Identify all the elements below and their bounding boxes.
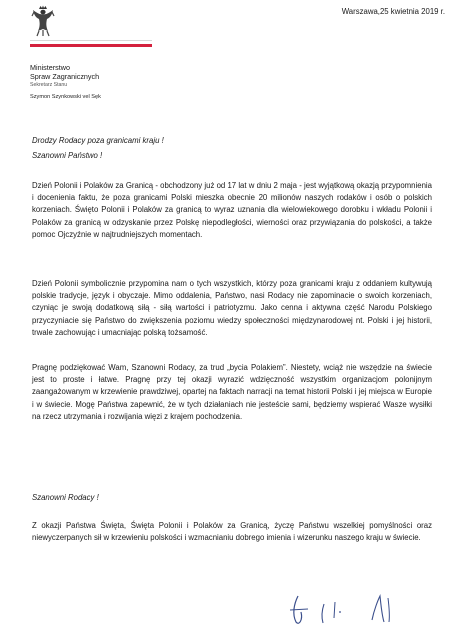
paragraph-4: Z okazji Państwa Święta, Święta Polonii i Polaków za Granicą, życzę Państwu wszelkiej pomyślności oraz niewyczerpanych sił w krzewieniu polskości i wzmacnianiu dobrego imienia i wizerunku naszego kraju w świecie. — [32, 521, 432, 543]
handwritten-signature — [288, 590, 408, 630]
place-date: Warszawa,25 kwietnia 2019 r. — [341, 7, 445, 16]
paragraph-2: Dzień Polonii symbolicznie przypomina nam o tych wszystkich, którzy poza granicami kraju z oddaniem kultywują polskie tradycje, język i obyczaje. Mimo oddalenia, Państwo, nasi Rodacy nie zapominacie o swoich korzeniach, czyniąc je swoją dodatkową siłą - siłą wartości i patriotyzmu. Jako cenna i aktywna część Narodu Polskiego przyczyniacie się Państwo do zwiększenia poziomu wiedzy społeczności międzynarodowej nt. Polski i jej historii, trwale zachowując i umacniając polską tożsamość. — [32, 279, 432, 337]
flag-rule — [30, 40, 152, 47]
paragraph-3: Pragnę podziękować Wam, Szanowni Rodacy, za trud „bycia Polakiem”. Niestety, wciąż nie wszędzie na świecie jest to proste i łatwe. Pragnę przy tej okazji wyrazić wdzięczność wszystkim organizacjom polonijnym zaangażowanym w krzewienie prawdziwej, opartej na faktach narracji na temat historii Polski i jej miejsca w Europie i w świecie. Mogę Państwa zapewnić, że w tych działaniach nie jesteście sami, będziemy wspierać Wasze wysiłki na rzecz utrzymania i rozwijania więzi z krajem pochodzenia. — [32, 363, 432, 421]
ministry-line1: Ministerstwo — [30, 63, 70, 72]
polish-eagle-emblem-icon — [30, 4, 56, 38]
ministry-header — [30, 64, 101, 101]
ministry-line2: Spraw Zagranicznych — [30, 71, 100, 81]
greeting-3: Szanowni Rodacy ! — [32, 493, 99, 502]
paragraph-1: Dzień Polonii i Polaków za Granicą - obchodzony już od 17 lat w dniu 2 maja - jest wyjątkową okazją przypomnienia i docenienia faktu, że poza granicami Polski mieszka obecnie 20 milionów naszych rodaków i osób o polskich korzeniach. Święto Polonii i Polaków za granicą to wyraz uznania dla wielowiekowego dorobku i wkładu Polonii i Polaków za granicą w odzyskanie przez Polskę niepodległości, wierności oraz przywiązania do polskości, a także pomoc Ojczyźnie w najtrudniejszych momentach. — [32, 181, 432, 239]
greeting-2: Szanowni Państwo ! — [32, 151, 103, 160]
official-name: Szymon Szynkowski vel Sęk — [30, 94, 101, 101]
greeting-1: Drodzy Rodacy poza granicami kraju ! — [32, 136, 164, 145]
ministry-subtitle: Sekretarz Stanu — [30, 82, 68, 89]
